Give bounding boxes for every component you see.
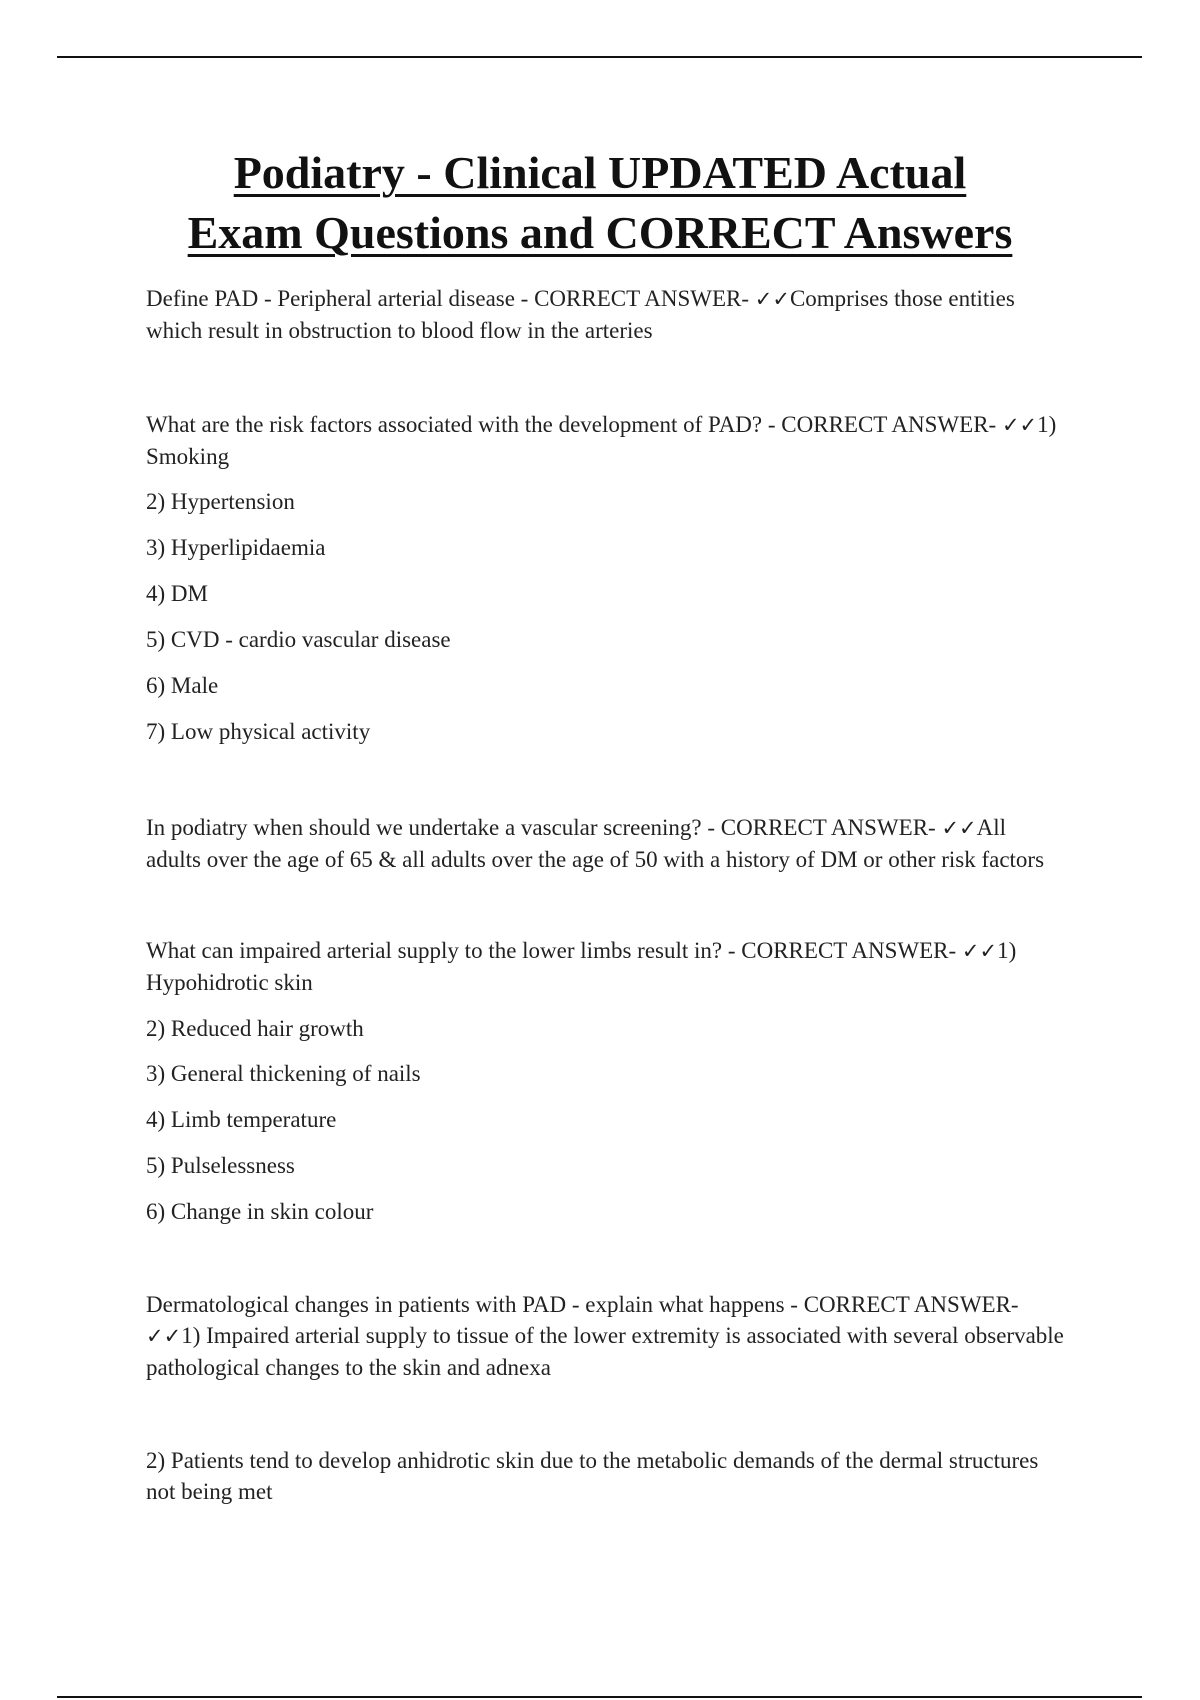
answer-text: 2) Patients tend to develop anhidrotic skin due to the metabolic demands of the dermal structures not being met: [146, 1448, 1039, 1504]
list-item: 3) Hyperlipidaemia: [146, 535, 326, 560]
answer-text: 1) Smoking: [146, 412, 1057, 469]
qa-block: [146, 812, 1066, 875]
double-check-icon: ✓✓: [146, 1324, 182, 1348]
bottom-rule: [57, 1696, 1142, 1698]
top-rule: [57, 56, 1142, 58]
document-title: [100, 143, 1100, 263]
answer-text: 1) Hypohidrotic skin: [146, 938, 1017, 995]
answer-text: All adults over the age of 65 & all adults over the age of 50 with a history of DM or other risk factors: [146, 815, 1045, 872]
qa-content: [146, 283, 1066, 1507]
list-item: 2) Reduced hair growth: [146, 1016, 364, 1041]
qa-block: [146, 1289, 1066, 1383]
double-check-icon: ✓✓: [1001, 413, 1038, 437]
question-text: Dermatological changes in patients with PAD - explain what happens - CORRECT ANSWER-: [146, 1292, 1019, 1317]
list-item: 5) Pulselessness: [146, 1153, 295, 1178]
qa-block: [146, 283, 1066, 346]
answer-text: Comprises those entities which result in obstruction to blood flow in the arteries: [146, 286, 1015, 343]
question-text: In podiatry when should we undertake a vascular screening? - CORRECT ANSWER-: [146, 815, 942, 840]
double-check-icon: ✓✓: [754, 287, 790, 311]
list-item: 2) Hypertension: [146, 489, 295, 514]
list-item: 5) CVD - cardio vascular disease: [146, 627, 451, 652]
list-item: 3) General thickening of nails: [146, 1061, 421, 1086]
title-line-1: Podiatry - Clinical UPDATED Actual: [233, 147, 967, 198]
double-check-icon: ✓✓: [961, 939, 998, 963]
list-item: 6) Change in skin colour: [146, 1199, 374, 1224]
double-check-icon: ✓✓: [941, 816, 977, 840]
answer-text: 1) Impaired arterial supply to tissue of the lower extremity is associated with several observable pathological changes to the skin and adnexa: [146, 1323, 1064, 1380]
title-line-2: Exam Questions and CORRECT Answers: [187, 207, 1013, 258]
list-item: 6) Male: [146, 673, 219, 698]
qa-block: [146, 409, 1066, 472]
list-item: 7) Low physical activity: [146, 719, 371, 744]
question-text: Define PAD - Peripheral arterial disease - CORRECT ANSWER-: [146, 286, 755, 311]
question-text: What can impaired arterial supply to the lower limbs result in? - CORRECT ANSWER-: [146, 938, 962, 963]
question-text: What are the risk factors associated with the development of PAD? - CORRECT ANSWER-: [146, 412, 1002, 437]
qa-block: [146, 935, 1066, 998]
list-item: 4) Limb temperature: [146, 1107, 337, 1132]
list-item: 4) DM: [146, 581, 208, 606]
qa-block: [146, 1445, 1066, 1507]
